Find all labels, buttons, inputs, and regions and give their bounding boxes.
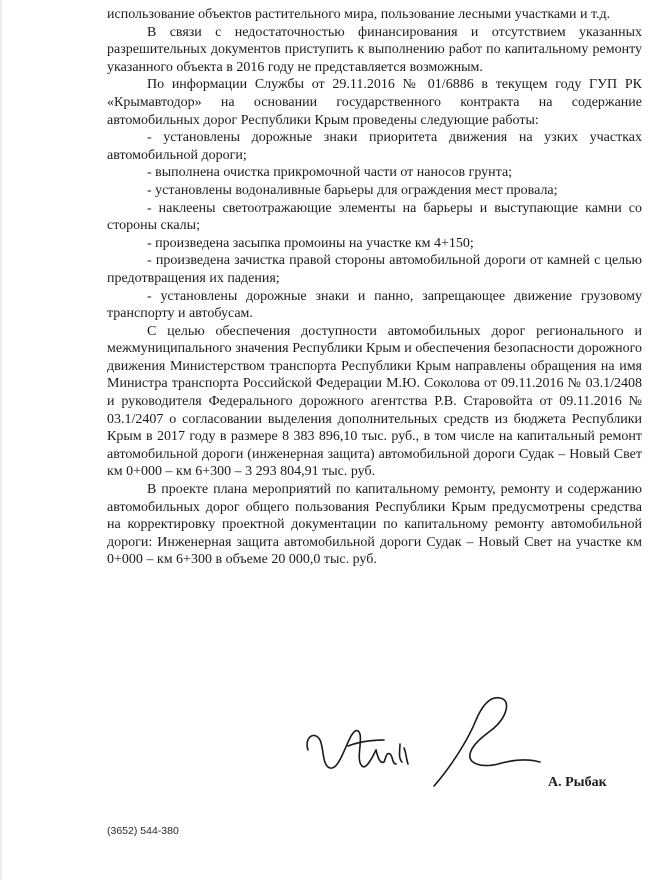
signer-name: А. Рыбак xyxy=(548,775,607,790)
letter-body xyxy=(107,6,642,569)
paragraph-service-info: По информации Службы от 29.11.2016 № 01/6886 в текущем году ГУП РК «Крымавтодор» на основании государственного контракта на содержание автомобильных дорог Республики Крым проведены следующие работы: xyxy=(107,77,642,128)
contact-phone: (3652) 544-380 xyxy=(107,825,179,837)
paragraph-financing: В связи с недостаточностью финансирования и отсутствием указанных разрешительных документов приступить к выполнению работ по капитальному ремонту указанного объекта в 2016 году не представляется возможным. xyxy=(107,24,642,75)
list-item-road-signs: - установлены дорожные знаки приоритета движения на узких участках автомобильной дороги; xyxy=(107,130,642,163)
paragraph-appeals: С целью обеспечения доступности автомобильных дорог регионального и межмуниципального значения Республики Крым и обеспечения безопасности дорожного движения Министерством транспорта Республики Крым направлены обращения на имя Министра транспорта Российской Федерации М.Ю. Соколова от 09.11.2016 № 03.1/2408 и руководителя Федерального дорожного агентства Р.В. Старовойта от 09.11.2016 № 03.1/2407 о согласовании выделения дополнительных средств из бюджета Республики Крым в 2017 году в размере 8 383 896,10 тыс. руб., в том числе на капитальный ремонт автомобильной дороги (инженерная защита) автомобильной дороги Судак – Новый Свет км 0+000 – км 6+300 – 3 293 804,91 тыс. руб. xyxy=(107,323,642,480)
paragraph-plan: В проекте плана мероприятий по капитальному ремонту, ремонту и содержанию автомобильных дорог общего пользования Республики Крым предусмотрены средства на корректировку проектной документации по капитальному ремонту автомобильной дороги: Инженерная защита автомобильной дороги Судак – Новый Свет на участке км 0+000 – км 6+300 в объеме 20 000,0 тыс. руб. xyxy=(107,482,642,568)
list-item-rock-clearing: - произведена зачистка правой стороны автомобильной дороги от камней с целью предотвращения их падения; xyxy=(107,253,642,286)
list-item-signs-panels: - установлены дорожные знаки и панно, запрещающее движение грузовому транспорту и автобусам. xyxy=(107,288,642,322)
list-item-reflectors: - наклеены светоотражающие элементы на барьеры и выступающие камни со стороны скалы; xyxy=(107,200,642,234)
list-item-backfill: - произведена засыпка промоины на участке км 4+150; xyxy=(147,235,474,251)
paragraph-continuation: использование объектов растительного мира, пользование лесными участками и т.д. xyxy=(107,7,611,22)
scan-edge xyxy=(0,0,3,880)
handwritten-signature xyxy=(300,688,545,798)
list-item-barriers: - установлены водоналивные барьеры для ограждения мест провала; xyxy=(147,182,558,198)
list-item-cleaning: - выполнена очистка прикромочной части от наносов грунта; xyxy=(147,165,513,181)
